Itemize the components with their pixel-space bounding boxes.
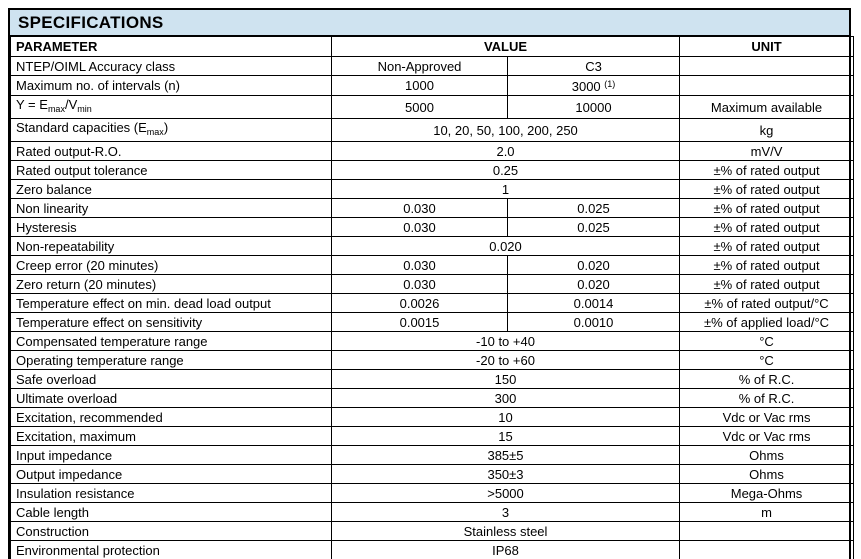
value-cell: 2.0: [332, 142, 680, 161]
value-cell: >5000: [332, 484, 680, 503]
value-cell: 0.025: [508, 218, 680, 237]
parameter-cell: Temperature effect on sensitivity: [11, 313, 332, 332]
value-cell: 0.030: [332, 199, 508, 218]
value-cell: 3000 $^{(1)}$: [508, 76, 680, 96]
table-row: [11, 218, 854, 237]
unit-cell: % of R.C.: [680, 389, 854, 408]
table-row: [11, 96, 854, 119]
parameter-cell: NTEP/OIML Accuracy class: [11, 57, 332, 76]
unit-cell: ±% of rated output: [680, 275, 854, 294]
table-row: [11, 256, 854, 275]
value-cell: 0.0026: [332, 294, 508, 313]
unit-cell: Vdc or Vac rms: [680, 408, 854, 427]
unit-cell: [680, 541, 854, 559]
parameter-cell: Operating temperature range: [11, 351, 332, 370]
table-title: SPECIFICATIONS: [10, 10, 849, 36]
unit-cell: Ohms: [680, 446, 854, 465]
table-row: [11, 484, 854, 503]
parameter-cell: Zero balance: [11, 180, 332, 199]
value-cell: Stainless steel: [332, 522, 680, 541]
unit-cell: ±% of rated output: [680, 199, 854, 218]
table-row: [11, 446, 854, 465]
parameter-cell: Hysteresis: [11, 218, 332, 237]
parameter-cell: Rated output-R.O.: [11, 142, 332, 161]
parameter-cell: Excitation, recommended: [11, 408, 332, 427]
table-row: [11, 142, 854, 161]
parameter-cell: Environmental protection: [11, 541, 332, 559]
unit-cell: ±% of rated output: [680, 218, 854, 237]
parameter-cell: Cable length: [11, 503, 332, 522]
parameter-cell: Insulation resistance: [11, 484, 332, 503]
table-row: [11, 119, 854, 142]
unit-cell: Maximum available: [680, 96, 854, 119]
value-cell: 0.020: [332, 237, 680, 256]
table-row: [11, 199, 854, 218]
parameter-cell: Rated output tolerance: [11, 161, 332, 180]
table-row: [11, 370, 854, 389]
parameter-cell: Non linearity: [11, 199, 332, 218]
value-cell: 150: [332, 370, 680, 389]
column-header-unit: UNIT: [680, 37, 854, 57]
value-cell: 0.0014: [508, 294, 680, 313]
parameter-cell: Safe overload: [11, 370, 332, 389]
parameter-cell: $Y = E_{max}/V_{min}$: [11, 96, 332, 119]
unit-cell: kg: [680, 119, 854, 142]
value-cell: 1000: [332, 76, 508, 96]
table-row: [11, 161, 854, 180]
table-row: [11, 389, 854, 408]
parameter-cell: Maximum no. of intervals (n): [11, 76, 332, 96]
table-row: [11, 427, 854, 446]
column-header-parameter: PARAMETER: [11, 37, 332, 57]
parameter-cell: Zero return (20 minutes): [11, 275, 332, 294]
table-row: [11, 465, 854, 484]
unit-cell: ±% of rated output: [680, 237, 854, 256]
column-header-value: VALUE: [332, 37, 680, 57]
value-cell: C3: [508, 57, 680, 76]
table-row: [11, 332, 854, 351]
table-row: [11, 313, 854, 332]
value-cell: 300: [332, 389, 680, 408]
unit-cell: mV/V: [680, 142, 854, 161]
parameter-cell: Temperature effect on min. dead load output: [11, 294, 332, 313]
parameter-cell: Excitation, maximum: [11, 427, 332, 446]
spec-table-body: [11, 57, 854, 559]
value-cell: Non-Approved: [332, 57, 508, 76]
table-row: [11, 237, 854, 256]
unit-cell: ±% of applied load/°C: [680, 313, 854, 332]
value-cell: IP68: [332, 541, 680, 559]
parameter-cell: Input impedance: [11, 446, 332, 465]
value-cell: 385±5: [332, 446, 680, 465]
value-cell: 0.030: [332, 275, 508, 294]
unit-cell: °C: [680, 351, 854, 370]
unit-cell: [680, 522, 854, 541]
value-cell: 3: [332, 503, 680, 522]
value-cell: 0.0010: [508, 313, 680, 332]
header-row: [11, 37, 854, 57]
unit-cell: % of R.C.: [680, 370, 854, 389]
unit-cell: [680, 76, 854, 96]
table-row: [11, 180, 854, 199]
unit-cell: ±% of rated output: [680, 180, 854, 199]
value-cell: 0.020: [508, 275, 680, 294]
unit-cell: ±% of rated output: [680, 161, 854, 180]
value-cell: -20 to +60: [332, 351, 680, 370]
table-row: [11, 408, 854, 427]
value-cell: 1: [332, 180, 680, 199]
table-row: [11, 351, 854, 370]
unit-cell: m: [680, 503, 854, 522]
parameter-cell: Ultimate overload: [11, 389, 332, 408]
unit-cell: Mega-Ohms: [680, 484, 854, 503]
value-cell: 0.020: [508, 256, 680, 275]
value-cell: 0.0015: [332, 313, 508, 332]
table-row: [11, 503, 854, 522]
parameter-cell: Creep error (20 minutes): [11, 256, 332, 275]
value-cell: 15: [332, 427, 680, 446]
parameter-cell: Compensated temperature range: [11, 332, 332, 351]
unit-cell: ±% of rated output/°C: [680, 294, 854, 313]
table-row: [11, 541, 854, 559]
value-cell: 0.25: [332, 161, 680, 180]
table-row: [11, 275, 854, 294]
value-cell: -10 to +40: [332, 332, 680, 351]
unit-cell: ±% of rated output: [680, 256, 854, 275]
unit-cell: [680, 57, 854, 76]
value-cell: 10: [332, 408, 680, 427]
value-cell: 0.030: [332, 218, 508, 237]
table-row: [11, 294, 854, 313]
value-cell: 350±3: [332, 465, 680, 484]
spec-table: [10, 36, 854, 559]
unit-cell: Ohms: [680, 465, 854, 484]
unit-cell: °C: [680, 332, 854, 351]
value-cell: 5000: [332, 96, 508, 119]
table-row: [11, 522, 854, 541]
parameter-cell: Non-repeatability: [11, 237, 332, 256]
value-cell: 10000: [508, 96, 680, 119]
unit-cell: Vdc or Vac rms: [680, 427, 854, 446]
specifications-table: [8, 8, 851, 559]
table-row: [11, 57, 854, 76]
table-row: [11, 76, 854, 96]
parameter-cell: Output impedance: [11, 465, 332, 484]
parameter-cell: Construction: [11, 522, 332, 541]
value-cell: 0.030: [332, 256, 508, 275]
parameter-cell: Standard capacities $(E_{max})$: [11, 119, 332, 142]
value-cell: 0.025: [508, 199, 680, 218]
value-cell: 10, 20, 50, 100, 200, 250: [332, 119, 680, 142]
